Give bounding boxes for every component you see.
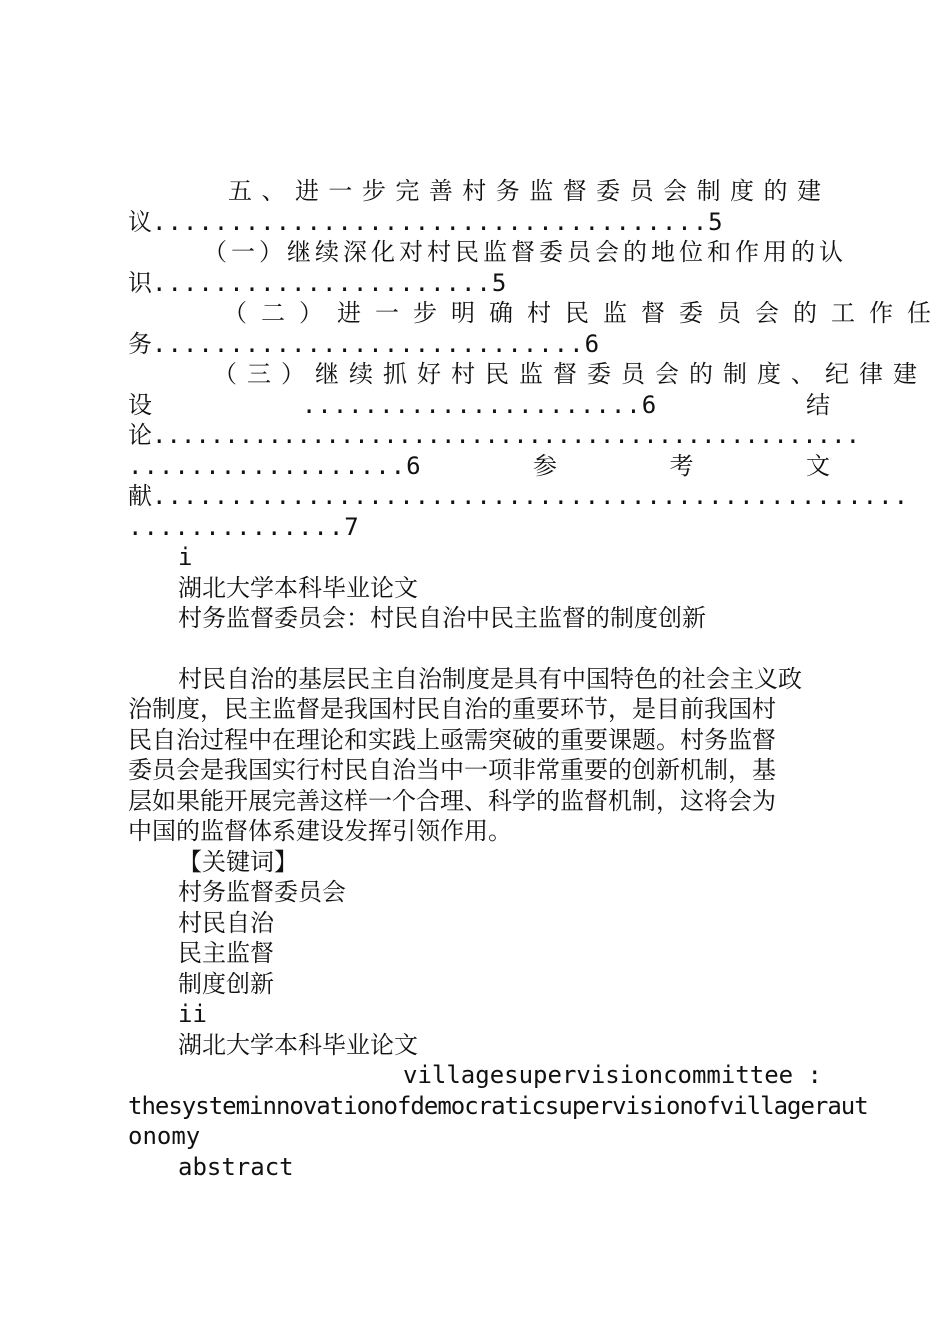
page-number-i: i [178,543,193,571]
document-page [128,176,945,1182]
toc-item-5-line2[interactable]: 议....................................5 [128,207,723,236]
toc-conclusion-title-start[interactable]: 结 [806,390,830,419]
keyword-item: 村务监督委员会 [178,878,346,906]
toc-item-5-1-line2[interactable]: 识......................5 [128,268,507,297]
toc-dots: ................................................. [152,482,910,510]
toc-item-5-1-title: （一）继续深化对村民监督委员会的地位和作用的认 [203,238,847,266]
page-header: 湖北大学本科毕业论文 [178,573,418,602]
toc-page-number: 5 [491,268,507,297]
toc-item-5-2-line2[interactable]: 务............................6 [128,329,600,358]
keywords-label: 【关键词】 [178,847,298,876]
keyword-item: 民主监督 [178,939,274,967]
keyword-item: 制度创新 [178,969,274,998]
toc-item-5-2-line1[interactable] [128,298,945,329]
toc-dots: ................................................. [152,421,861,449]
toc-refs-char-2[interactable]: 考 [669,451,694,480]
toc-dots: ...................... [301,390,642,419]
toc-item-5-3-title: （三）继续抓好村民监督委员会的制度、纪律建 [213,360,927,388]
paper-title-cn: 村务监督委员会：村民自治中民主监督的制度创新 [178,604,706,632]
toc-dots: ...................... [152,268,492,297]
abstract-cn-line: 层如果能开展完善这样一个合理、科学的监督机制，这将会为 [128,786,776,815]
paper-title-en-line2: thesysteminnovationofdemocraticsupervisionofvillageraut [128,1091,868,1120]
toc-item-5-line1[interactable] [128,176,830,207]
toc-item-5-2-title: （二）进一步明确村民监督委员会的工作任 [223,299,945,327]
toc-page-number: 7 [344,512,359,541]
abstract-cn-line: 中国的监督体系建设发挥引领作用。 [128,817,512,845]
paper-title-en-line1: villagesupervisioncommittee : [403,1061,822,1089]
page-number-ii: ii [178,1000,207,1028]
abstract-cn-line: 村民自治的基层民主自治制度是具有中国特色的社会主义政 [178,664,802,693]
toc-page-number: 5 [708,207,723,236]
toc-dots: .................................... [152,207,709,236]
toc-page-number: 6 [584,329,600,358]
toc-page-number: 6 [406,451,421,480]
abstract-en-label: abstract [178,1152,294,1181]
blank-line [128,634,830,664]
abstract-cn-line: 民自治过程中在理论和实践上亟需突破的重要课题。村务监督 [128,725,776,754]
toc-refs-line2[interactable] [128,512,830,543]
toc-item-5-1-line1[interactable] [128,237,847,268]
toc-item-5-title: 五、进一步完善村务监督委员会制度的建 [228,177,830,205]
abstract-cn-line: 委员会是我国实行村民自治当中一项非常重要的创新机制，基 [128,756,776,784]
abstract-cn-line: 治制度，民主监督是我国村民自治的重要环节，是目前我国村 [128,695,776,723]
toc-dots: .............. [128,512,345,541]
paper-title-en-line3: onomy [128,1122,201,1150]
toc-page-number: 6 [641,390,657,419]
keyword-item: 村民自治 [178,908,274,937]
toc-refs-line1[interactable]: 献 ................................................. [128,482,910,510]
toc-refs-char-3[interactable]: 文 [806,451,830,480]
toc-item-5-3-line2[interactable]: 设 ......................6 结 [128,390,830,419]
page-header: 湖北大学本科毕业论文 [178,1030,418,1059]
toc-conclusion-line1[interactable]: 论 ................................................. [128,421,861,449]
toc-item-5-3-line1[interactable] [128,359,927,390]
toc-dots: .................. [128,451,407,480]
toc-refs-char-1[interactable]: 参 [533,451,558,480]
toc-conclusion-line2[interactable] [128,451,830,482]
toc-dots: ............................ [152,329,585,358]
